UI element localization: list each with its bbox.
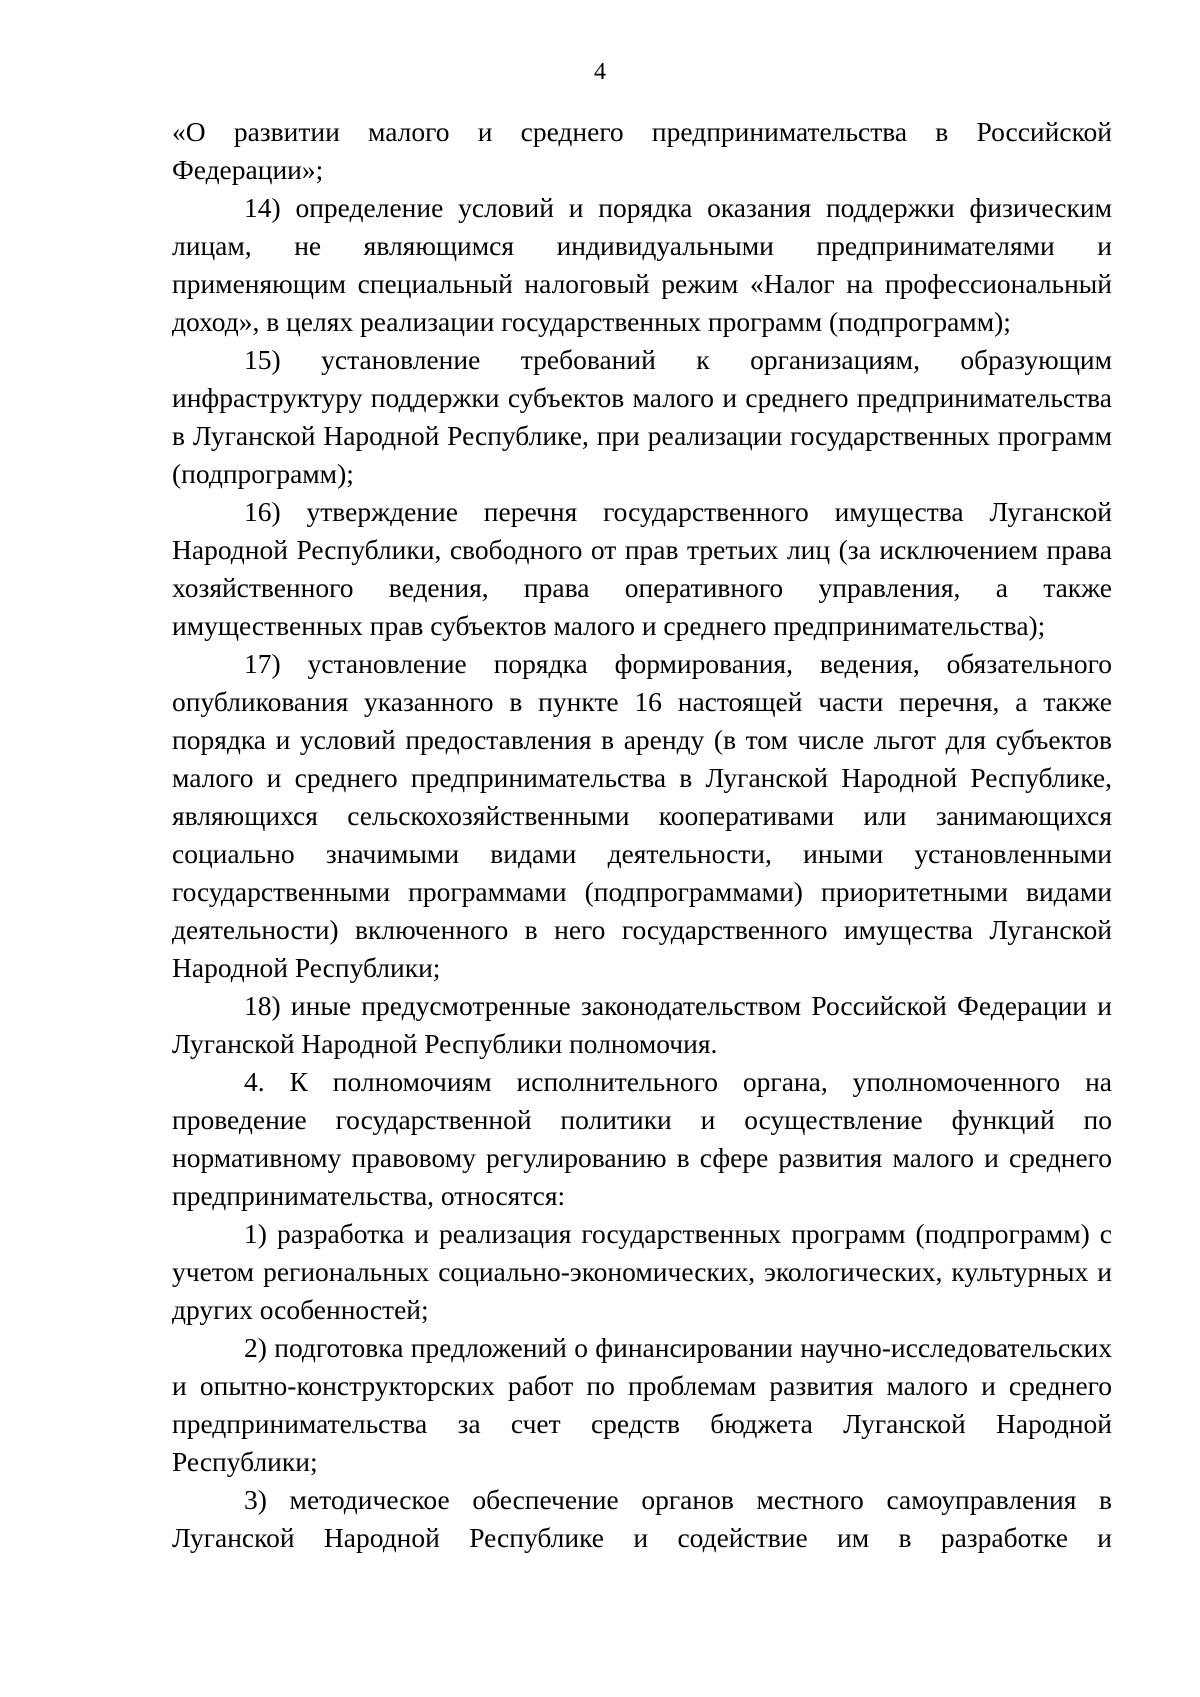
paragraph-item-15: 15) установление требований к организациям, образующим инфраструктуру поддержки субъектов малого и среднего предпринимательства в Луганской Народной Республике, при реализации государственных программ (подпрограмм);: [172, 344, 1112, 489]
paragraph-item-17: 17) установление порядка формирования, ведения, обязательного опубликования указанного в пункте 16 настоящей части перечня, а также порядка и условий предоставления в аренду (в том числе льгот для субъектов малого и среднего предпринимательства в Луганской Народной Республике, являющихся сельскохозяйственными кооперативами или занимающихся социально значимыми видами деятельности, иными установленными государственными программами (подпрограммами) приоритетными видами деятельности) включенного в него государственного имущества Луганской Народной Республики;: [172, 648, 1112, 983]
document-body: [172, 113, 1112, 1557]
paragraph-item-14: 14) определение условий и порядка оказания поддержки физическим лицам, не являющимся индивидуальными предпринимателями и применяющим специальный налоговый режим «Налог на профессиональный доход», в целях реализации государственных программ (подпрограмм);: [172, 192, 1112, 337]
paragraph-item-2: 2) подготовка предложений о финансировании научно-исследовательских и опытно-конструкторских работ по проблемам развития малого и среднего предпринимательства за счет средств бюджета Луганской Народной Республики;: [172, 1332, 1112, 1477]
paragraph-continuation: «О развитии малого и среднего предпринимательства в Российской Федерации»;: [172, 116, 1112, 185]
page-number: 4: [594, 59, 606, 85]
paragraph-item-18: 18) иные предусмотренные законодательством Российской Федерации и Луганской Народной Республики полномочия.: [172, 990, 1112, 1059]
paragraph-item-1: 1) разработка и реализация государственных программ (подпрограмм) с учетом региональных социально-экономических, экологических, культурных и других особенностей;: [172, 1218, 1112, 1325]
paragraph-item-16: 16) утверждение перечня государственного имущества Луганской Народной Республики, свободного от прав третьих лиц (за исключением права хозяйственного ведения, права оперативного управления, а также имущественных прав субъектов малого и среднего предпринимательства);: [172, 496, 1112, 641]
paragraph-item-3: 3) методическое обеспечение органов местного самоуправления в Луганской Народной Республике и содействие им в разработке и: [172, 1484, 1112, 1553]
paragraph-part-4: 4. К полномочиям исполнительного органа, уполномоченного на проведение государственной политики и осуществление функций по нормативному правовому регулированию в сфере развития малого и среднего предпринимательства, относятся:: [172, 1066, 1112, 1211]
